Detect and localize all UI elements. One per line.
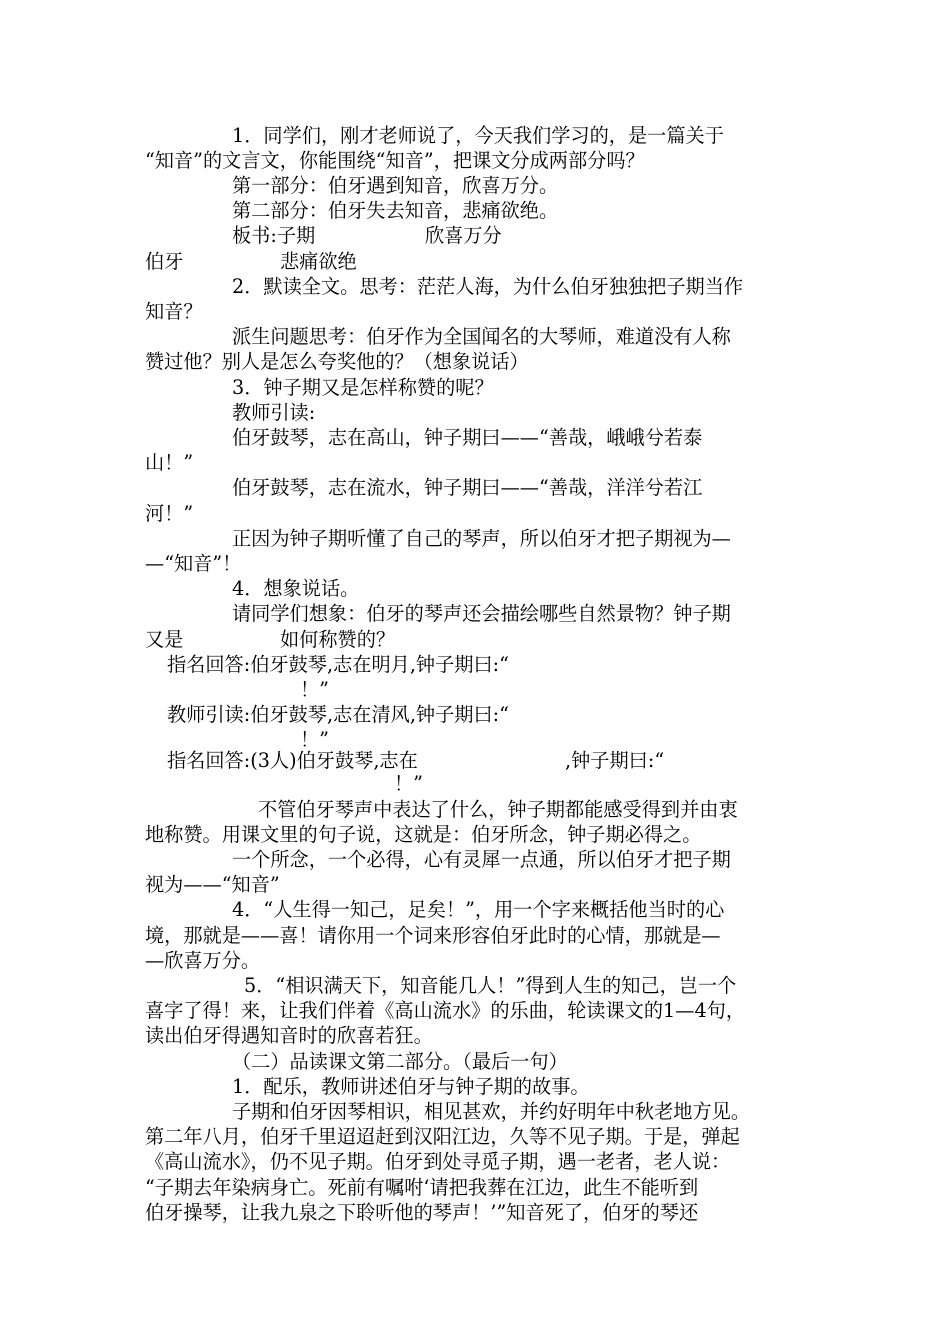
text-line: 《高山流水》，仍不见子期。伯牙到处寻觅子期，遇一老者，老人说： [145, 1150, 731, 1173]
text-line: 正因为钟子期听懂了自己的琴声，所以伯牙才把子期视为— [232, 527, 731, 550]
text-line: 2．默读全文。思考：茫茫人海，为什么伯牙独独把子期当作 [232, 275, 744, 298]
text-line: 如何称赞的？ [280, 628, 396, 651]
text-line: ！” [300, 728, 329, 751]
text-line: 伯牙鼓琴，志在流水，钟子期曰——“善哉，洋洋兮若江 [232, 476, 703, 499]
text-line: ！” [300, 678, 329, 701]
text-line: 1．配乐，教师讲述伯牙与钟子期的故事。 [232, 1075, 590, 1098]
text-line: 伯牙操琴，让我九泉之下聆听他的琴声！’”知音死了，伯牙的琴还 [145, 1201, 699, 1224]
text-line: 赞过他？别人是怎么夸奖他的？（想象说话） [145, 350, 529, 373]
text-line: ,钟子期曰:“ [565, 749, 665, 772]
text-line: 又是 [145, 628, 184, 651]
text-line: 第二年八月，伯牙千里迢迢赶到汉阳江边，久等不见子期。于是，弹起 [145, 1125, 740, 1148]
section-heading: （二）品读课文第二部分。（最后一句） [232, 1050, 568, 1073]
text-line: 派生问题思考：伯牙作为全国闻名的大琴师，难道没有人称 [232, 325, 731, 348]
board-note-right: 欣喜万分 [425, 224, 502, 247]
board-note-right: 悲痛欲绝 [280, 250, 357, 273]
text-line: 地称赞。用课文里的句子说，这就是：伯牙所念，钟子期必得之。 [145, 823, 702, 846]
text-line: 第二部分：伯牙失去知音，悲痛欲绝。 [232, 199, 559, 222]
text-line: 知音？ [145, 300, 203, 323]
text-line: 指名回答:(3人)伯牙鼓琴,志在 [167, 749, 418, 772]
text-line: —欣喜万分。 [145, 949, 261, 972]
text-line: 4．想象说话。 [232, 577, 360, 600]
text-line: 1．同学们，刚才老师说了，今天我们学习的，是一篇关于 [232, 124, 724, 147]
text-line: 视为——“知音” [145, 873, 280, 896]
text-line: —“知音”！ [145, 552, 242, 575]
text-line: 境，那就是——喜！请你用一个词来形容伯牙此时的心情，那就是— [145, 924, 721, 947]
text-line: 读出伯牙得遇知音时的欣喜若狂。 [145, 1024, 433, 1047]
text-line: ！” [394, 772, 423, 795]
text-line: 指名回答:伯牙鼓琴,志在明月,钟子期曰:“ [167, 653, 509, 676]
board-note-left: 伯牙 [145, 250, 184, 273]
text-line: “知音”的文言文，你能围绕“知音”，把课文分成两部分吗？ [145, 149, 645, 172]
text-line: 一个所念，一个必得，心有灵犀一点通，所以伯牙才把子期 [232, 848, 731, 871]
text-line: 5．“相识满天下，知音能几人！”得到人生的知己，岂一个 [244, 974, 737, 997]
text-line: “子期去年染病身亡。死前有嘱咐‘请把我葬在江边，此生不能听到 [145, 1176, 699, 1199]
board-note-left: 板书:子期 [232, 224, 316, 247]
text-line: 4．“人生得一知己，足矣！”，用一个字来概括他当时的心 [232, 898, 725, 921]
text-line: 3．钟子期又是怎样称赞的呢？ [232, 376, 494, 399]
text-line: 教师引读: [232, 401, 316, 424]
text-line: 河！” [145, 502, 194, 525]
text-line: 子期和伯牙因琴相识，相见甚欢，并约好明年中秋老地方见。 [232, 1100, 751, 1123]
text-line: 喜字了得！来，让我们伴着《高山流水》的乐曲，轮读课文的1—4句， [145, 999, 746, 1022]
text-line: 伯牙鼓琴，志在高山，钟子期曰——“善哉，峨峨兮若泰 [232, 426, 703, 449]
text-line: 第一部分：伯牙遇到知音，欣喜万分。 [232, 174, 559, 197]
text-line: 不管伯牙琴声中表达了什么，钟子期都能感受得到并由衷 [258, 798, 738, 821]
text-line: 请同学们想象：伯牙的琴声还会描绘哪些自然景物？钟子期 [232, 602, 731, 625]
text-line: 山！” [145, 451, 194, 474]
text-line: 教师引读:伯牙鼓琴,志在清风,钟子期曰:“ [167, 703, 509, 726]
